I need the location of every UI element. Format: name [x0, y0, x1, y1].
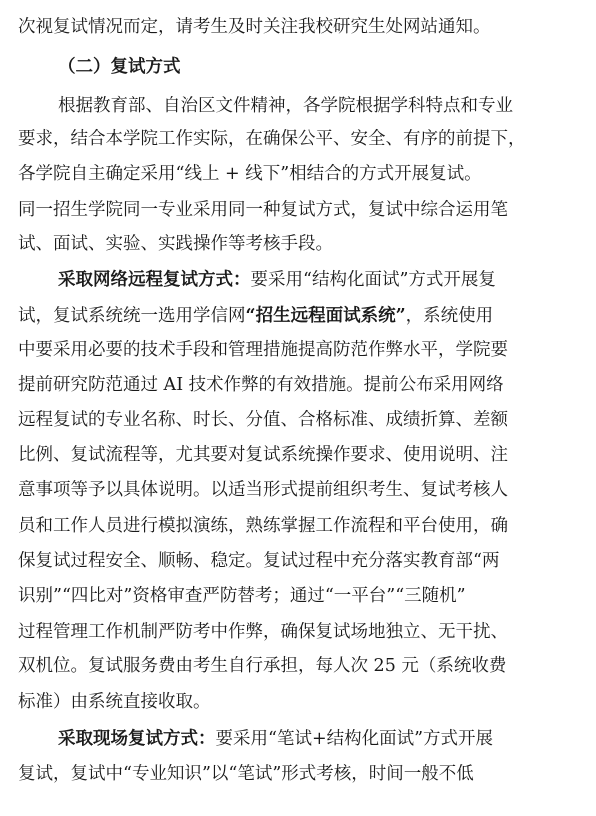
- text-line-4-text: 要求，结合本学院工作实际，在确保公平、安全、有序的前提下，: [18, 129, 526, 149]
- text-line-21-text: 要采用“笔试+结构化面试”方式开展: [215, 729, 494, 749]
- text-line-18: [18, 614, 583, 650]
- text-line-15: [18, 508, 583, 544]
- text-line-21: [58, 721, 596, 757]
- text-line-8-text: 要采用“结构化面试”方式开展复: [250, 270, 496, 290]
- text-line-17: [18, 578, 583, 614]
- text-line-15-text: 员和工作人员进行模拟演练，熟练掌握工作流程和平台使用，确: [18, 516, 508, 536]
- system-name: “招生远程面试系统”: [245, 306, 406, 326]
- text-line-16: [18, 543, 583, 579]
- text-line-7-text: 试、面试、实验、实践操作等考核手段。: [18, 234, 333, 254]
- text-line-22: [18, 756, 583, 792]
- text-line-3: [58, 88, 596, 124]
- remote-method-label: 采取网络远程复试方式：: [58, 270, 251, 290]
- text-line-11: [18, 367, 583, 403]
- text-line-5-text: 各学院自主确定采用“线上 + 线下”相结合的方式开展复试。: [18, 164, 482, 184]
- text-line-12: [18, 402, 583, 438]
- text-line-5: [18, 156, 583, 192]
- text-line-3-text: 根据教育部、自治区文件精神，各学院根据学科特点和专业: [58, 96, 513, 116]
- text-line-20: [18, 684, 583, 720]
- text-line-10-text: 中要采用必要的技术手段和管理措施提高防范作弊水平，学院要: [18, 340, 508, 360]
- text-line-11-text: 提前研究防范通过 AI 技术作弊的有效措施。提前公布采用网络: [18, 375, 504, 395]
- onsite-method-label: 采取现场复试方式：: [58, 729, 216, 749]
- section-heading-text: （二）复试方式: [58, 57, 181, 77]
- text-line-16-text: 保复试过程安全、顺畅、稳定。复试过程中充分落实教育部“两: [18, 551, 500, 571]
- text-line-9-text-b: ，系统使用: [405, 306, 494, 326]
- text-line-1: [18, 9, 583, 45]
- text-line-13-text: 比例、复试流程等，尤其要对复试系统操作要求、使用说明、注: [18, 445, 508, 465]
- text-line-6: [18, 192, 583, 228]
- text-line-6-text: 同一招生学院同一专业采用同一种复试方式，复试中综合运用笔: [18, 200, 508, 220]
- section-heading: [58, 49, 596, 85]
- text-line-22-text: 复试，复试中“专业知识”以“笔试”形式考核，时间一般不低: [18, 764, 474, 784]
- text-line-10: [18, 332, 583, 368]
- text-line-14: [18, 472, 583, 508]
- text-line-12-text: 远程复试的专业名称、时长、分值、合格标准、成绩折算、差额: [18, 410, 508, 430]
- text-line-17-text: 识别”“四比对”资格审查严防替考；通过“一平台”“三随机”: [18, 586, 466, 606]
- text-line-19: [18, 648, 583, 684]
- text-line-4: [18, 121, 583, 157]
- text-line-18-text: 过程管理工作机制严防考中作弊，确保复试场地独立、无干扰、: [18, 622, 508, 642]
- text-line-7: [18, 226, 583, 262]
- text-line-1-text: 次视复试情况而定，请考生及时关注我校研究生处网站通知。: [18, 17, 491, 37]
- text-line-9: [18, 298, 583, 334]
- text-line-19-text: 双机位。复试服务费由考生自行承担，每人次 25 元（系统收费: [18, 656, 507, 676]
- text-line-8: [58, 262, 596, 298]
- text-line-13: [18, 437, 583, 473]
- text-line-14-text: 意事项等予以具体说明。以适当形式提前组织考生、复试考核人: [18, 480, 508, 500]
- text-line-20-text: 标准）由系统直接收取。: [18, 692, 211, 712]
- text-line-9-text-a: 试，复试系统统一选用学信网: [18, 306, 246, 326]
